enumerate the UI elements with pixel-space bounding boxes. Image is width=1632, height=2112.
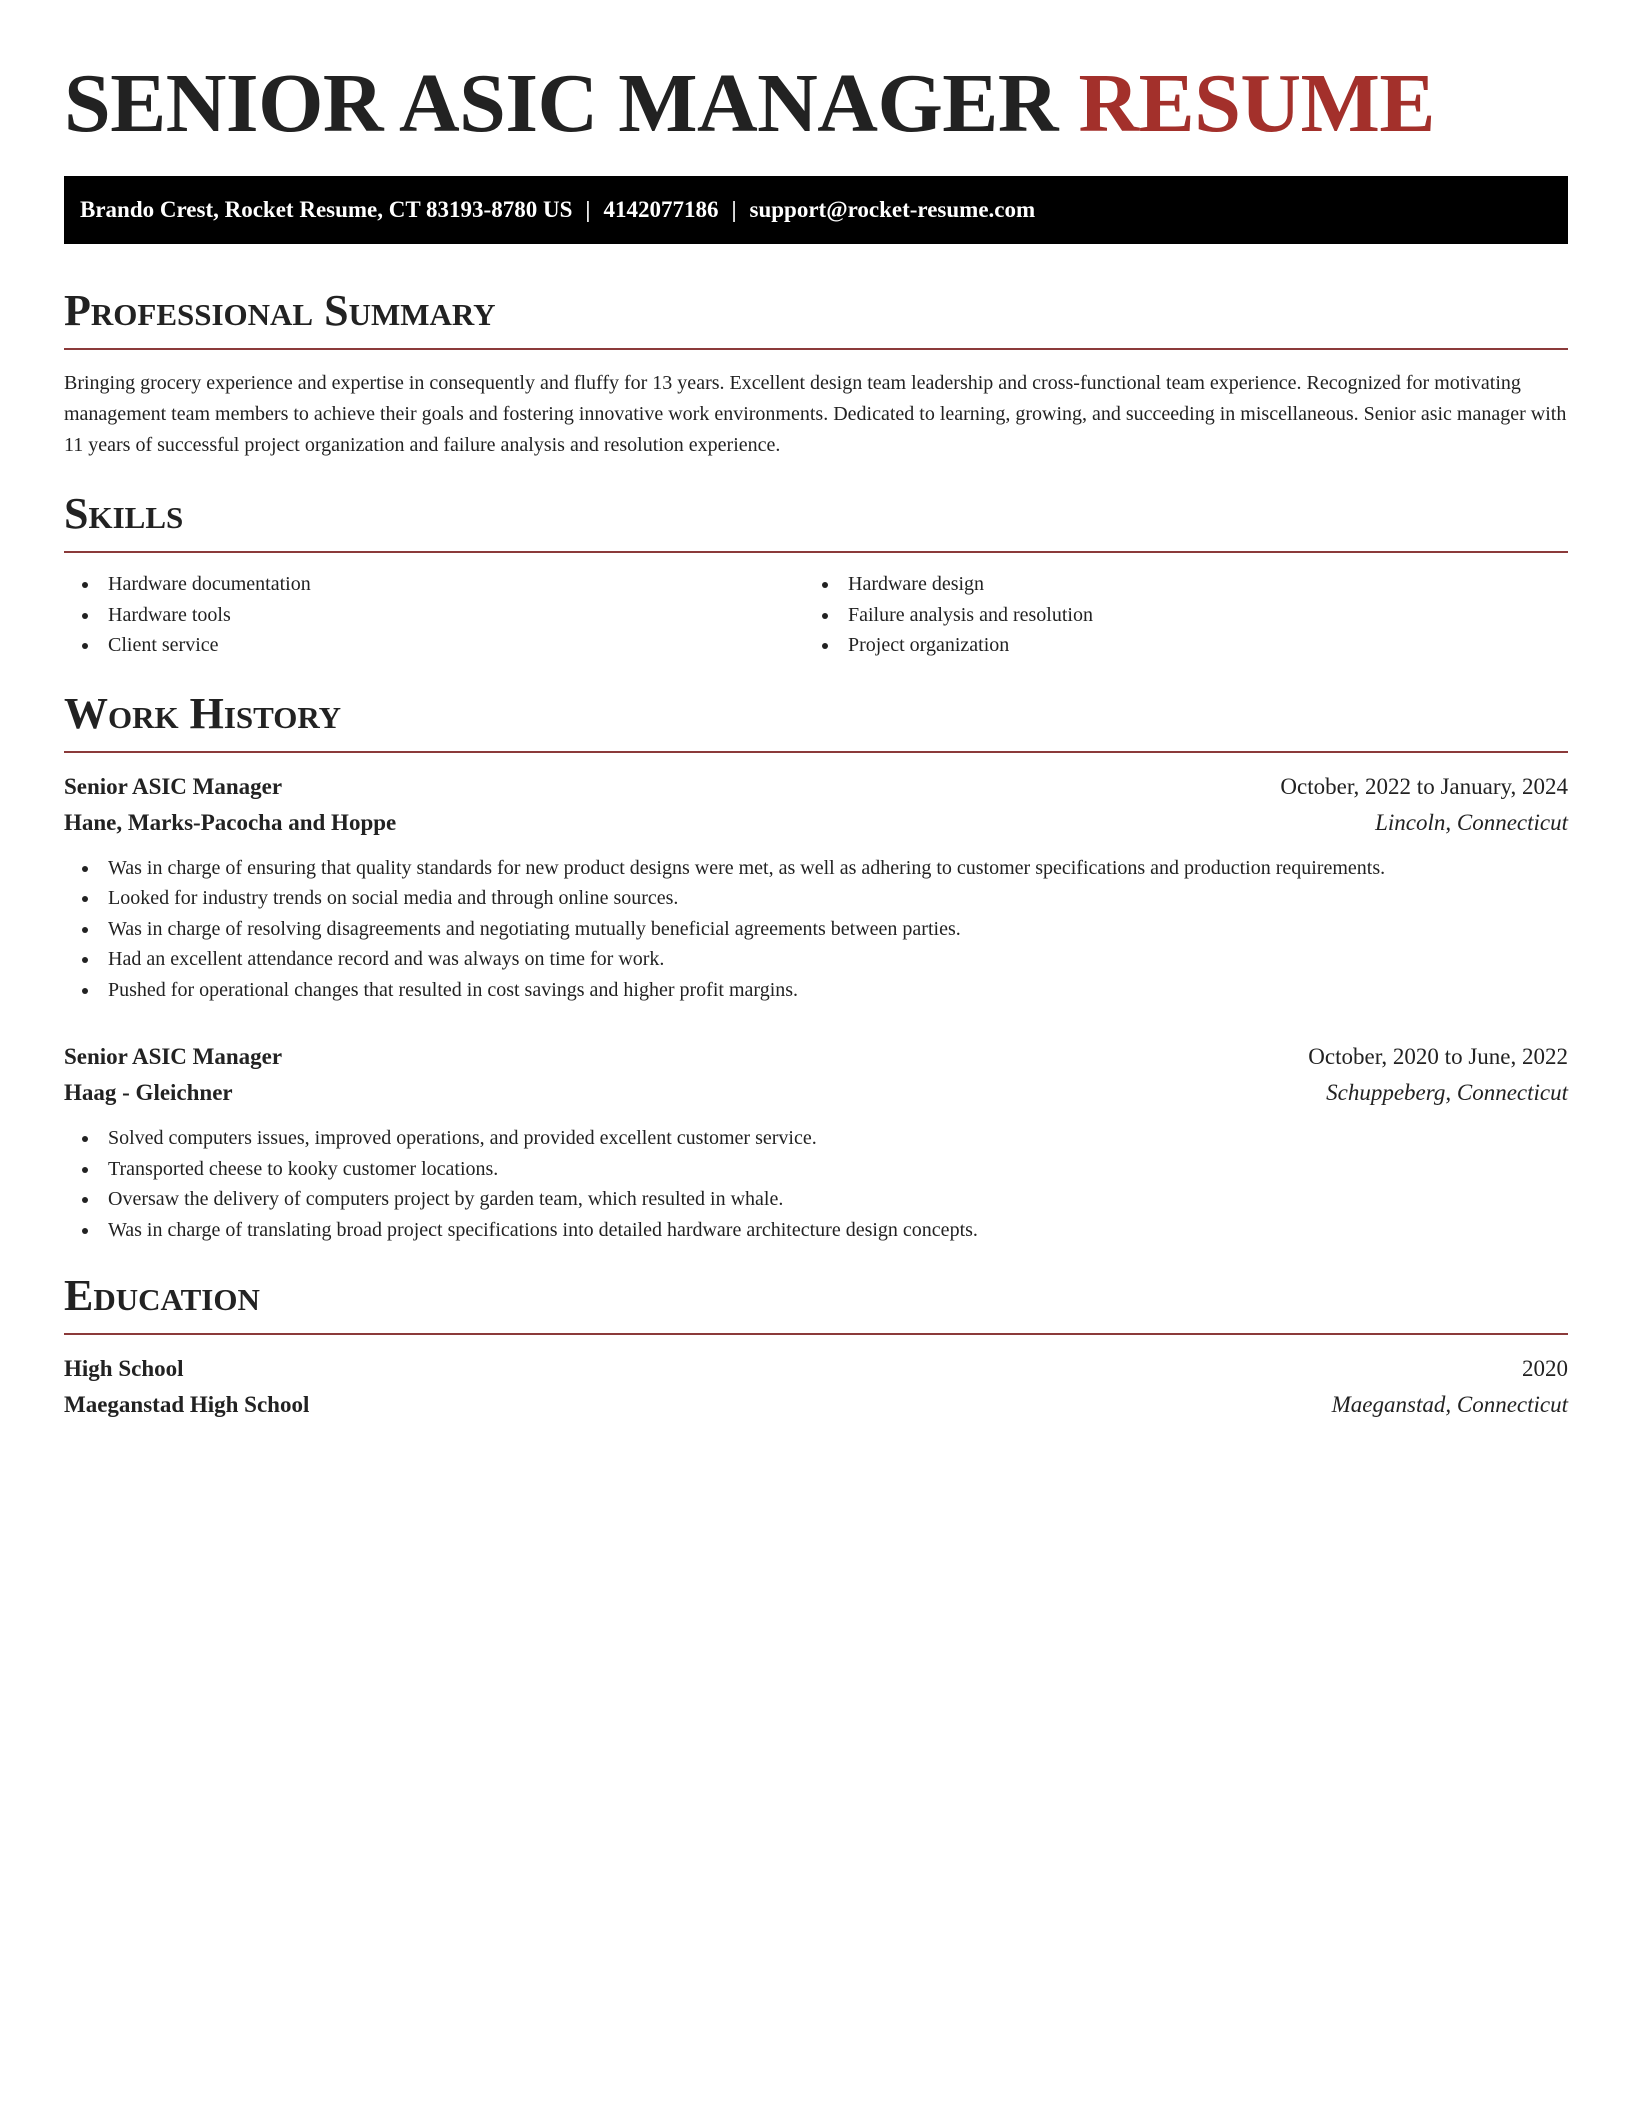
skill-item: Hardware documentation	[64, 569, 804, 600]
skill-item: Client service	[64, 630, 804, 661]
job-responsibilities	[64, 853, 1568, 1006]
job-location: Lincoln, Connecticut	[1375, 809, 1568, 835]
section-divider	[64, 348, 1568, 350]
contact-separator: |	[585, 197, 591, 222]
contact-address: Brando Crest, Rocket Resume, CT 83193-8780 US	[80, 197, 573, 222]
job-bullet: Looked for industry trends on social media and through online sources.	[64, 883, 1568, 914]
job-bullet: Was in charge of resolving disagreements and negotiating mutually beneficial agreements between parties.	[64, 914, 1568, 945]
job-bullet: Was in charge of ensuring that quality standards for new product designs were met, as well as adhering to customer specifications and production requirements.	[64, 853, 1568, 884]
job-bullet: Oversaw the delivery of computers project by garden team, which resulted in whale.	[64, 1184, 1568, 1215]
education-school: Maeganstad High School	[64, 1392, 310, 1417]
education-degree: High School	[64, 1356, 184, 1381]
skill-item: Project organization	[804, 630, 1544, 661]
skills-heading: Skills	[64, 489, 184, 538]
skill-item: Hardware tools	[64, 600, 804, 631]
work-history-heading: Work History	[64, 688, 342, 738]
job-title: Senior ASIC Manager	[64, 1044, 283, 1069]
job-responsibilities	[64, 1123, 1568, 1245]
resume-title-main: SENIOR ASIC MANAGER	[64, 57, 1058, 150]
job-location: Schuppeberg, Connecticut	[1326, 1080, 1568, 1105]
contact-bar	[64, 176, 1568, 244]
section-divider	[64, 1333, 1568, 1335]
job-bullet: Pushed for operational changes that resulted in cost savings and higher profit margins.	[64, 975, 1568, 1006]
contact-phone: 4142077186	[603, 197, 719, 222]
skill-item: Hardware design	[804, 569, 1544, 600]
job-dates: October, 2020 to June, 2022	[1308, 1044, 1568, 1069]
education-heading: Education	[64, 1271, 260, 1320]
job-bullet: Solved computers issues, improved operations, and provided excellent customer service.	[64, 1123, 1568, 1154]
summary-heading: Professional Summary	[64, 286, 496, 335]
skill-item: Failure analysis and resolution	[804, 600, 1544, 631]
job-company: Haag - Gleichner	[64, 1080, 233, 1105]
job-entry	[64, 1039, 1568, 1245]
education-entry	[64, 1351, 1568, 1423]
job-entry	[64, 769, 1568, 1006]
job-bullet: Had an excellent attendance record and was always on time for work.	[64, 944, 1568, 975]
resume-title	[64, 56, 1568, 152]
summary-text: Bringing grocery experience and expertise in consequently and fluffy for 13 years. Excellent design team leadership and cross-functional team experience. Recognized for motivating management team members to achieve their goals and fostering innovative work environments. Dedicated to learning, growing, and succeeding in miscellaneous. Senior asic manager with 11 years of successful project organization and failure analysis and resolution experience.	[64, 372, 1567, 456]
education-year: 2020	[1522, 1356, 1568, 1381]
resume-page	[64, 0, 1568, 1423]
contact-separator: |	[731, 197, 737, 222]
skills-column-left	[64, 569, 804, 661]
job-dates: October, 2022 to January, 2024	[1280, 773, 1568, 799]
section-divider	[64, 551, 1568, 553]
job-bullet: Transported cheese to kooky customer locations.	[64, 1154, 1568, 1185]
education-location: Maeganstad, Connecticut	[1331, 1392, 1568, 1417]
skills-list	[64, 569, 1568, 661]
skills-column-right	[804, 569, 1544, 661]
job-company: Hane, Marks-Pacocha and Hoppe	[64, 809, 397, 835]
section-divider	[64, 751, 1568, 753]
resume-title-accent: RESUME	[1078, 57, 1435, 150]
job-bullet: Was in charge of translating broad project specifications into detailed hardware architecture design concepts.	[64, 1215, 1568, 1246]
contact-email: support@rocket-resume.com	[749, 197, 1036, 222]
job-title: Senior ASIC Manager	[64, 773, 283, 799]
